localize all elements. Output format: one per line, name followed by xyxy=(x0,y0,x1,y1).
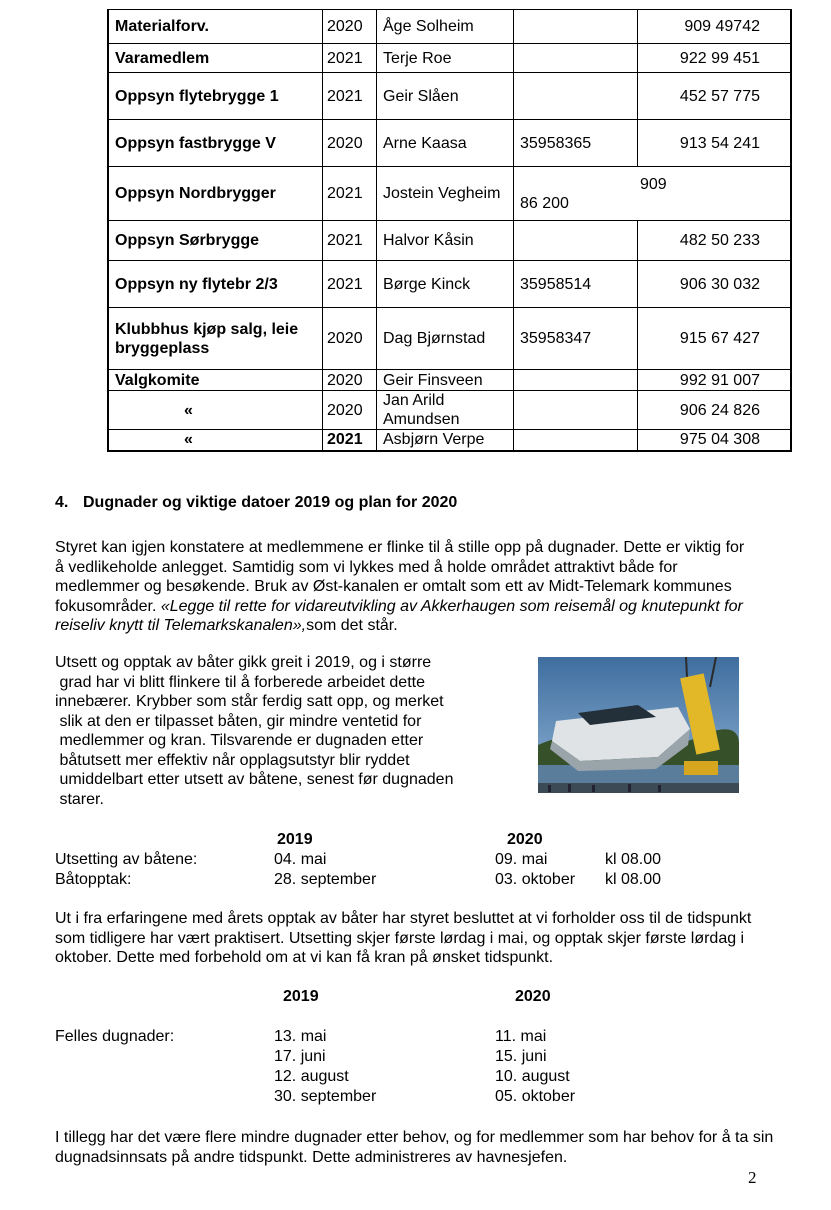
year-cell: 2020 xyxy=(323,10,377,44)
name-cell: Børge Kinck xyxy=(377,261,514,308)
year-heading-2019: 2019 xyxy=(283,988,319,1005)
role-cell: Materialforv. xyxy=(108,10,323,44)
paragraph-boat-launch xyxy=(55,653,495,809)
date-2019: 30. september xyxy=(274,1088,377,1105)
name-cell: Asbjørn Verpe xyxy=(377,430,514,451)
date-2020: 15. juni xyxy=(495,1048,547,1065)
table-row xyxy=(108,44,791,73)
date-2019: 13. mai xyxy=(274,1028,327,1045)
role-cell: « xyxy=(108,430,323,451)
table-row xyxy=(108,308,791,370)
phone-cell xyxy=(514,10,638,44)
paragraph-crane-policy: Ut i fra erfaringene med årets opptak av båter har styret besluttet at vi forholder oss til de tidspunkt som tidligere har vært praktisert. Utsetting skjer første lørdag i mai, og opptak skjer første lørdag i oktober. Dette med forbehold om at vi kan få kran på ønsket tidspunkt. xyxy=(55,910,752,966)
time-cell: kl 08.00 xyxy=(605,851,662,868)
role-cell: Oppsyn flytebrygge 1 xyxy=(108,73,323,120)
table-row xyxy=(108,167,791,221)
role-cell: « xyxy=(108,391,323,430)
table-row xyxy=(108,221,791,261)
table-row xyxy=(108,391,791,430)
paragraph-quote: «Legge til rette for vidareutvikling av Akkerhaugen som reisemål og knutepunkt for reiseliv knytt til Telemarkskanalen», xyxy=(55,597,743,634)
mobile-cell: 992 91 007 xyxy=(638,370,792,391)
date-2020: 11. mai xyxy=(495,1028,547,1045)
year-cell: 2021 xyxy=(323,221,377,261)
section-title: Dugnader og viktige datoer 2019 og plan for 2020 xyxy=(83,494,458,511)
schedule-label: Felles dugnader: xyxy=(55,1028,175,1045)
year-cell: 2020 xyxy=(323,370,377,391)
phone-cell: 35958514 xyxy=(514,261,638,308)
paragraph-dugnad-intro xyxy=(55,538,755,636)
date-2020: 03. oktober xyxy=(495,871,576,888)
name-cell: Jan Arild Amundsen xyxy=(377,391,514,430)
year-heading-2019: 2019 xyxy=(277,831,313,848)
year-cell: 2021 xyxy=(323,44,377,73)
role-cell: Oppsyn Sørbrygge xyxy=(108,221,323,261)
year-cell: 2020 xyxy=(323,120,377,167)
phone-cell xyxy=(514,391,638,430)
role-cell: Klubbhus kjøp salg, leie bryggeplass xyxy=(108,308,323,370)
role-cell: Varamedlem xyxy=(108,44,323,73)
date-2020: 10. august xyxy=(495,1068,570,1085)
phone-cell xyxy=(514,221,638,261)
phone-cell xyxy=(514,73,638,120)
table-row xyxy=(108,120,791,167)
year-cell: 2021 xyxy=(323,73,377,120)
phone-split xyxy=(520,175,784,213)
paragraph-line: innebærer. Krybber som står ferdig satt opp, og merket xyxy=(55,693,444,710)
date-2019: 28. september xyxy=(274,871,377,888)
year-heading-2020: 2020 xyxy=(507,831,543,848)
paragraph-line: båtutsett mer effektiv når opplagsutstyr blir ryddet xyxy=(55,751,410,769)
phone-cell xyxy=(514,370,638,391)
year-cell: 2020 xyxy=(323,391,377,430)
section-heading xyxy=(55,494,457,512)
year-cell: 2021 xyxy=(323,430,377,451)
paragraph-text: Styret kan igjen konstatere at medlemmene er flinke til å stille opp på dugnader. Dette er viktig for å vedlikeholde anlegget. Samtidig som vi lykkes med å holde området attraktivt både for medlemmer og besøkende. Bruk av Øst-kanalen er omtalt som ett av Midt-Telemark kommunes fokusområder. xyxy=(55,539,745,615)
date-2019: 04. mai xyxy=(274,851,327,868)
paragraph-line: grad har vi blitt flinkere til å forberede arbeidet dette xyxy=(55,673,425,691)
year-cell: 2021 xyxy=(323,167,377,221)
table-row xyxy=(108,370,791,391)
schedule-label: Båtopptak: xyxy=(55,871,132,888)
paragraph-line: Utsett og opptak av båter gikk greit i 2019, og i større xyxy=(55,654,432,671)
section-number: 4. xyxy=(55,494,69,511)
mobile-cell: 913 54 241 xyxy=(638,120,792,167)
paragraph-extra-dugnader: I tillegg har det være flere mindre dugnader etter behov, og for medlemmer som har behov for å ta sin dugnadsinnsats på andre tidspunkt. Dette administreres av havnesjefen. xyxy=(55,1129,774,1166)
mobile-cell: 922 99 451 xyxy=(638,44,792,73)
mobile-cell: 482 50 233 xyxy=(638,221,792,261)
phone-line-top: 909 xyxy=(640,175,667,193)
date-2019: 17. juni xyxy=(274,1048,326,1065)
schedule-label: Utsetting av båtene: xyxy=(55,851,198,868)
page-number: 2 xyxy=(748,1168,757,1187)
mobile-cell: 906 30 032 xyxy=(638,261,792,308)
name-cell: Halvor Kåsin xyxy=(377,221,514,261)
name-cell: Åge Solheim xyxy=(377,10,514,44)
work-day-schedule xyxy=(55,987,715,1109)
table-row xyxy=(108,73,791,120)
name-cell: Terje Roe xyxy=(377,44,514,73)
phone-cell: 35958347 xyxy=(514,308,638,370)
roles-table xyxy=(107,9,792,452)
mobile-cell: 452 57 775 xyxy=(638,73,792,120)
year-heading-2020: 2020 xyxy=(515,988,551,1005)
mobile-cell: 975 04 308 xyxy=(638,430,792,451)
paragraph-line: slik at den er tilpasset båten, gir mindre ventetid for xyxy=(55,712,422,730)
phone-cell xyxy=(514,430,638,451)
table-row xyxy=(108,261,791,308)
name-cell: Arne Kaasa xyxy=(377,120,514,167)
name-cell: Geir Slåen xyxy=(377,73,514,120)
name-cell: Dag Bjørnstad xyxy=(377,308,514,370)
phone-cell: 35958365 xyxy=(514,120,638,167)
role-cell: Oppsyn fastbrygge V xyxy=(108,120,323,167)
date-2019: 12. august xyxy=(274,1068,349,1085)
date-2020: 09. mai xyxy=(495,851,548,868)
time-cell: kl 08.00 xyxy=(605,871,662,888)
name-cell: Jostein Vegheim xyxy=(377,167,514,221)
role-cell: Oppsyn Nordbrygger xyxy=(108,167,323,221)
year-cell: 2020 xyxy=(323,308,377,370)
year-cell: 2021 xyxy=(323,261,377,308)
boat-crane-photo xyxy=(538,657,739,793)
paragraph-line: medlemmer og kran. Tilsvarende er dugnaden etter xyxy=(55,732,424,749)
role-cell: Valgkomite xyxy=(108,370,323,391)
paragraph-line: umiddelbart etter utsett av båtene, senest før dugnaden xyxy=(55,771,454,788)
launch-schedule xyxy=(55,830,715,890)
paragraph-tail: som det står. xyxy=(306,617,398,634)
phone-line-bottom: 86 200 xyxy=(520,194,569,212)
paragraph-line: starer. xyxy=(55,790,104,808)
date-2020: 05. oktober xyxy=(495,1088,576,1105)
table-row xyxy=(108,430,791,451)
role-cell: Oppsyn ny flytebr 2/3 xyxy=(108,261,323,308)
table-row xyxy=(108,10,791,44)
name-cell: Geir Finsveen xyxy=(377,370,514,391)
phone-cell xyxy=(514,167,792,221)
phone-cell xyxy=(514,44,638,73)
mobile-cell: 906 24 826 xyxy=(638,391,792,430)
mobile-cell: 909 49742 xyxy=(638,10,792,44)
mobile-cell: 915 67 427 xyxy=(638,308,792,370)
